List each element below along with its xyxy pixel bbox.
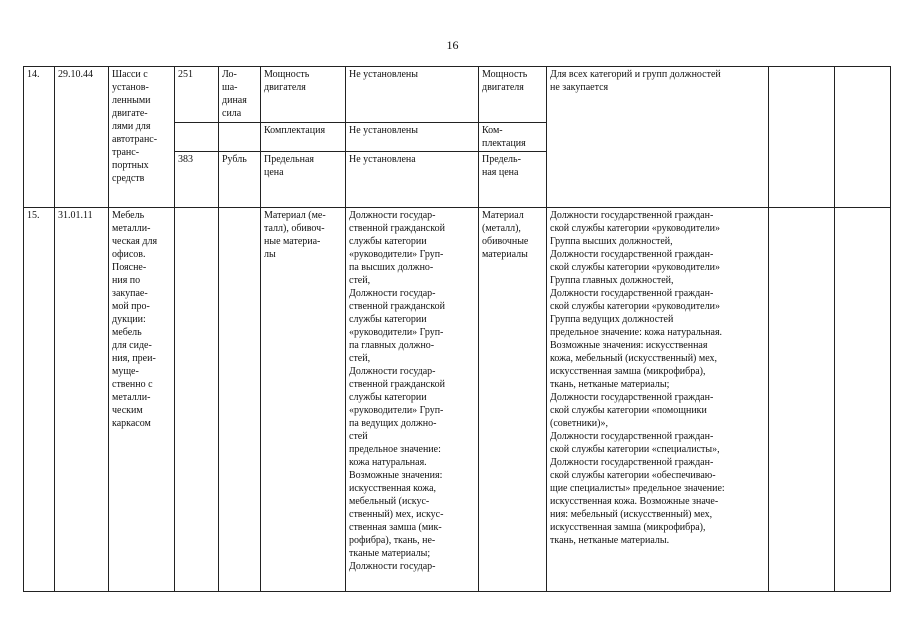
- unit-name: Ло- ша- диная сила: [219, 67, 261, 123]
- characteristic-value: Должности государ- ственной гражданской службы категории «руководители» Груп- па высших должно- стей, Должности государ- ственной гражданской службы категории «руководители» Груп- па главных должно- стей, Должности государ- ственной гражданской службы категории «руководители» Груп- па ведущих должно- стей предельное значение: кожа натуральная. Возможные значения: искусственная кожа, мебельный (искус- ственный) мех, искус- ственная замша (мик- рофибра), ткань, не- тканые материалы; Должности государ-: [346, 208, 479, 592]
- characteristic-value: Не установлены: [346, 67, 479, 123]
- characteristic: Предельная цена: [261, 152, 346, 208]
- unit-name: [219, 208, 261, 592]
- empty-cell: [769, 208, 835, 592]
- characteristic: Материал (ме- талл), обивоч- ные материа- лы: [261, 208, 346, 592]
- page-number: 16: [446, 38, 459, 52]
- okei-code: [175, 208, 219, 592]
- table-row: [24, 67, 891, 123]
- okei-code: 383: [175, 152, 219, 208]
- okei-code: [175, 123, 219, 152]
- product-name: Шасси с установ- ленными двигате- лями для автотранс- транс- портных средств: [109, 67, 175, 208]
- empty-cell: [835, 208, 891, 592]
- unit-name: Рубль: [219, 152, 261, 208]
- okei-code: 251: [175, 67, 219, 123]
- characteristic-approved: Ком- плектация: [479, 123, 547, 152]
- characteristic: Мощность двигателя: [261, 67, 346, 123]
- table-row: [24, 208, 891, 592]
- approved-note: Должности государственной граждан- ской службы категории «руководители» Группа высших должностей, Должности государственной граждан- ской службы категории «руководители» Группа главных должностей, Должности государственной граждан- ской службы категории «руководители» Группа ведущих должностей предельное значение: кожа натуральная. Возможные значения: искусственная кожа, мебельный (искусственный) мех, искусственная замша (микрофибра), ткань, нетканые материалы; Должности государственной граждан- ской службы категории «помощники (советники)», Должности государственной граждан- ской службы категории «специалисты», Должности государственной граждан- ской службы категории «обеспечиваю- щие специалисты» предельное значение: искусственная кожа. Возможные значе- ния: мебельный (искусственный) мех, искусственная замша (микрофибра), ткань, нетканые материалы.: [547, 208, 769, 592]
- regulation-table: [23, 66, 891, 592]
- row-number: 14.: [24, 67, 55, 208]
- characteristic-value: Не установлены: [346, 123, 479, 152]
- product-name: Мебель металли- ческая для офисов. Поясне- ния по закупае- мой про- дукции: мебель для сиде- ния, преи- муще- ственно с металли- ческим каркасом: [109, 208, 175, 592]
- characteristic: Комплектация: [261, 123, 346, 152]
- characteristic-approved: Материал (металл), обивочные материалы: [479, 208, 547, 592]
- unit-name: [219, 123, 261, 152]
- row-number: 15.: [24, 208, 55, 592]
- okpd-code: 29.10.44: [55, 67, 109, 208]
- characteristic-value: Не установлена: [346, 152, 479, 208]
- okpd-code: 31.01.11: [55, 208, 109, 592]
- empty-cell: [769, 67, 835, 208]
- characteristic-approved: Предель- ная цена: [479, 152, 547, 208]
- approved-note: Для всех категорий и групп должностей не закупается: [547, 67, 769, 208]
- empty-cell: [835, 67, 891, 208]
- characteristic-approved: Мощность двигателя: [479, 67, 547, 123]
